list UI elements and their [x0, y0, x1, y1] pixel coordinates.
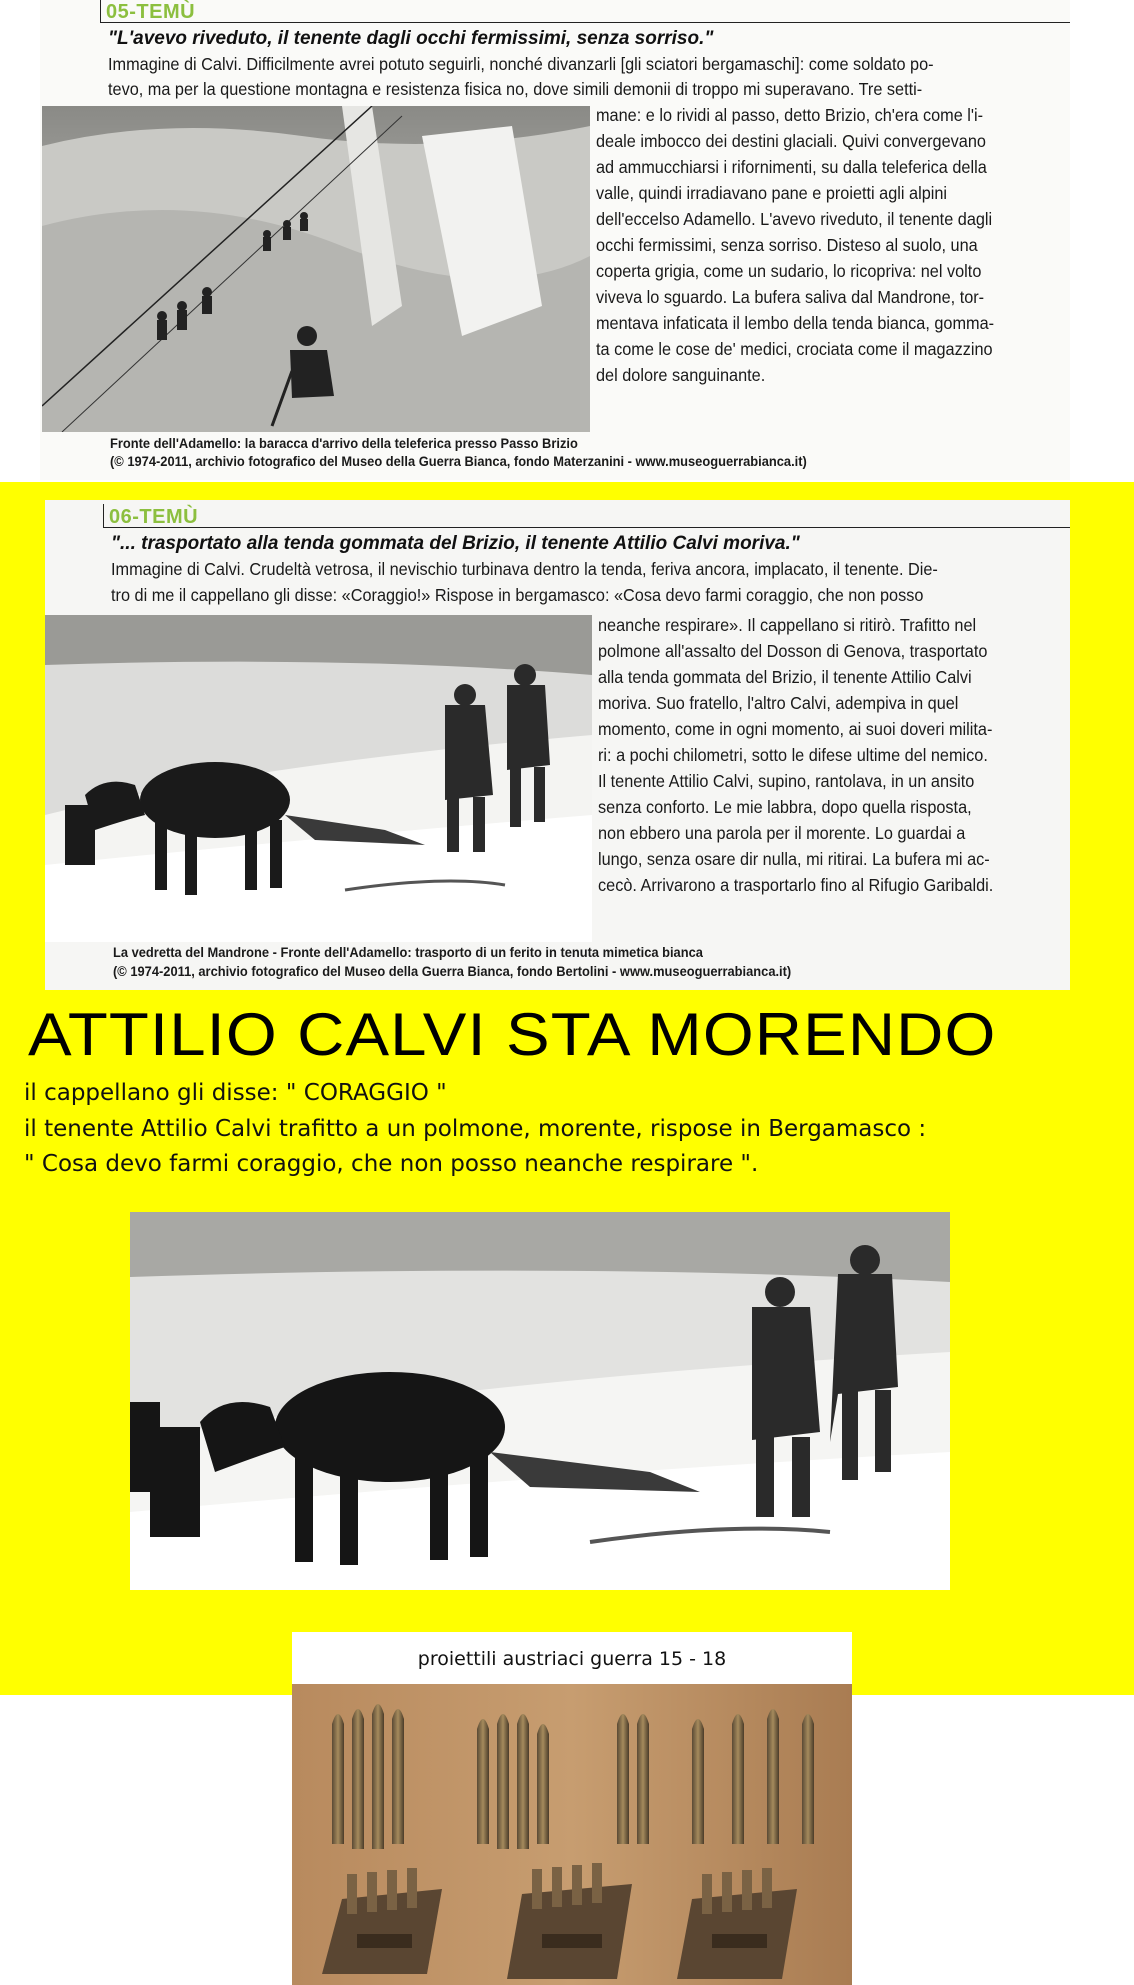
body-line: tro di me il cappellano gli disse: «Coraggio!» Rispose in bergamasco: «Cosa devo farmi coraggio, che non posso	[111, 585, 924, 605]
body-line: mane: e lo rividi al passo, detto Brizio, ch'era come l'i-	[596, 105, 984, 125]
page-title: ATTILIO CALVI STA MORENDO	[28, 1001, 997, 1068]
photo-mule-transport-large	[130, 1212, 950, 1590]
photo-credit: (© 1974-2011, archivio fotografico del Museo della Guerra Bianca, fondo Materzanini - www.museoguerrabianca.it)	[110, 453, 807, 469]
body-line: Immagine di Calvi. Difficilmente avrei potuto seguirli, nonché divanzarli [gli sciatori bergamaschi]: come soldato po-	[108, 54, 934, 74]
body-line: del dolore sanguinante.	[596, 365, 766, 385]
section-quote: "L'avevo riveduto, il tenente dagli occhi fermissimi, senza sorriso."	[108, 28, 714, 49]
photo-austrian-ammunition	[292, 1684, 852, 1985]
heading-rule	[103, 527, 1070, 528]
body-line: tevo, ma per la questione montagna e resistenza fisica no, dove simili demonii di troppo mi superavano. Tre setti-	[108, 79, 923, 99]
photo-mule-transport-small	[45, 615, 592, 942]
body-line: Il tenente Attilio Calvi, supino, rantolava, in un ansito	[598, 771, 975, 791]
body-line: polmone all'assalto del Dosson di Genova, trasportato	[598, 641, 988, 661]
story-line: il tenente Attilio Calvi trafitto a un polmone, morente, rispose in Bergamasco :	[24, 1116, 927, 1142]
body-line: ri: a pochi chilometri, sotto le difese ultime del nemico.	[598, 745, 988, 765]
photo-caption: La vedretta del Mandrone - Fronte dell'Adamello: trasporto di un ferito in tenuta mimetica bianca	[113, 944, 703, 960]
body-line: ta come le cose de' medici, crociata come il magazzino	[596, 339, 993, 359]
photo-caption: Fronte dell'Adamello: la baracca d'arrivo della teleferica presso Passo Brizio	[110, 435, 578, 451]
newspaper-clipping-05	[40, 0, 1070, 480]
story-line: " Cosa devo farmi coraggio, che non posso neanche respirare ".	[24, 1151, 759, 1177]
body-line: coperta grigia, come un sudario, lo ricopriva: nel volto	[596, 261, 982, 281]
ammunition-panel	[292, 1632, 852, 1985]
body-line: senza conforto. Le mie labbra, dopo quella risposta,	[598, 797, 972, 817]
section-quote: "... trasportato alla tenda gommata del Brizio, il tenente Attilio Calvi moriva."	[111, 533, 800, 554]
body-line: occhi fermissimi, senza sorriso. Disteso al suolo, una	[596, 235, 978, 255]
body-line: dell'eccelso Adamello. L'avevo riveduto, il tenente dagli	[596, 209, 993, 229]
body-line: momento, come in ogni momento, ai suoi doveri milita-	[598, 719, 993, 739]
body-line: ad ammucchiarsi i rifornimenti, su dalla teleferica della	[596, 157, 987, 177]
section-heading: 06-TEMÙ	[109, 506, 199, 528]
photo-credit: (© 1974-2011, archivio fotografico del Museo della Guerra Bianca, fondo Bertolini - www.museoguerrabianca.it)	[113, 963, 792, 979]
body-line: mentava infaticata il lembo della tenda bianca, gomma-	[596, 313, 995, 333]
body-line: Immagine di Calvi. Crudeltà vetrosa, il nevischio turbinava dentro la tenda, feriva ancora, implacato, il tenente. Die-	[111, 559, 938, 579]
body-line: cecò. Arrivarono a trasportarlo fino al Rifugio Garibaldi.	[598, 875, 994, 895]
ammunition-caption: proiettili austriaci guerra 15 - 18	[417, 1648, 727, 1670]
body-line: moriva. Suo fratello, l'altro Calvi, adempiva in quel	[598, 693, 959, 713]
heading-rule	[100, 22, 1070, 23]
photo-cable-car-passo-brizio	[42, 106, 590, 432]
story-line: il cappellano gli disse: " CORAGGIO "	[24, 1080, 447, 1106]
body-line: lungo, senza osare dir nulla, mi ritirai. La bufera mi ac-	[598, 849, 990, 869]
heading-tick	[103, 504, 104, 528]
heading-tick	[100, 0, 101, 23]
newspaper-clipping-06	[45, 500, 1070, 990]
body-line: alla tenda gommata del Brizio, il tenente Attilio Calvi	[598, 667, 972, 687]
body-line: non ebbero una parola per il morente. Lo guardai a	[598, 823, 966, 843]
section-heading: 05-TEMÙ	[106, 1, 196, 23]
body-line: valle, quindi irradiavano pane e proietti agli alpini	[596, 183, 948, 203]
body-line: deale imbocco dei destini glaciali. Quivi convergevano	[596, 131, 986, 151]
body-line: neanche respirare». Il cappellano si ritirò. Trafitto nel	[598, 615, 977, 635]
body-line: viveva lo sguardo. La bufera saliva dal Mandrone, tor-	[596, 287, 985, 307]
